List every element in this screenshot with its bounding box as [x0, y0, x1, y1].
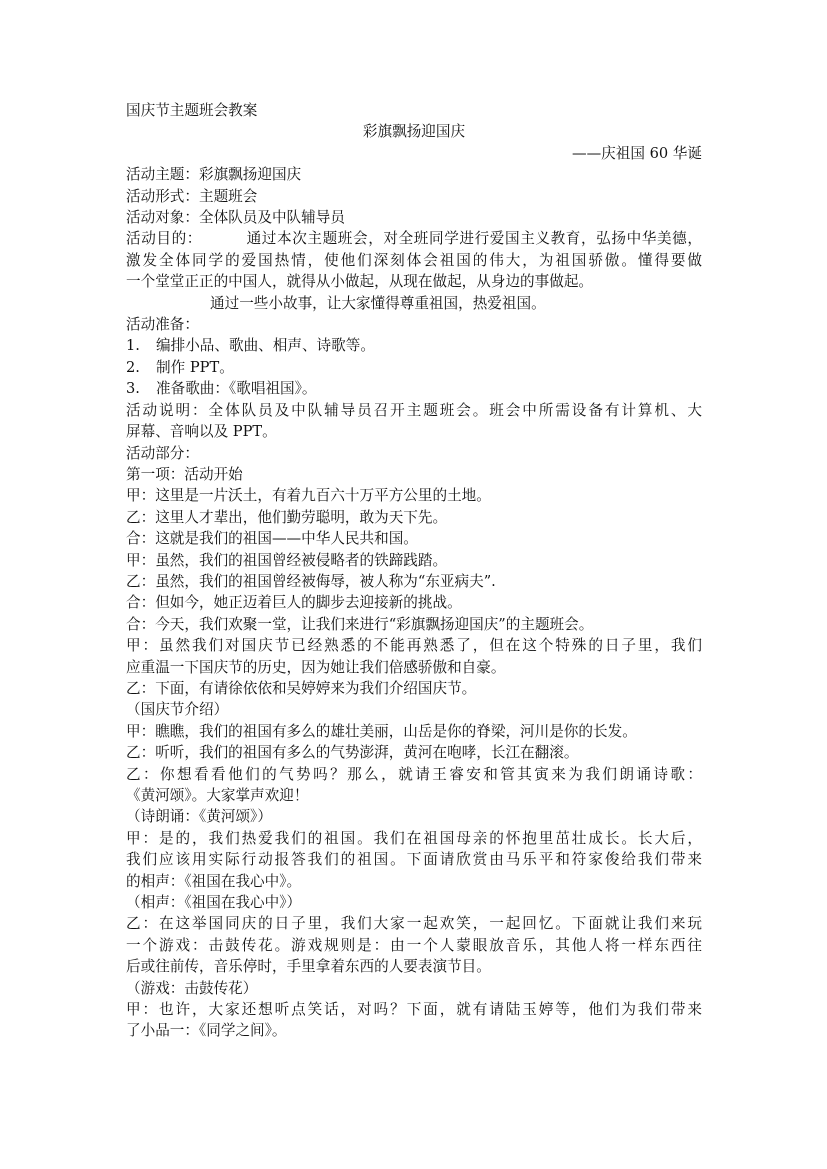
purpose-line-3: 一个堂堂正正的中国人，就得从小做起，从现在做起，从身边的事做起。	[126, 273, 594, 291]
script-line: 合：今天，我们欢聚一堂，让我们来进行“彩旗飘扬迎国庆”的主题班会。	[126, 615, 594, 633]
script-line: 应重温一下国庆节的历史，因为她让我们倍感骄傲和自豪。	[126, 658, 506, 676]
script-line: 乙：虽然，我们的祖国曾经被侮辱，被人称为“东亚病夫”.	[126, 572, 496, 590]
script-line: 乙：在这举国同庆的日子里，我们大家一起欢笑，一起回忆。下面就让我们来玩	[126, 915, 702, 933]
stage-direction: （相声：《祖国在我心中》）	[126, 894, 302, 912]
prep-item	[126, 335, 702, 356]
script-line: 合：这就是我们的祖国——中华人民共和国。	[126, 530, 418, 548]
script-line: 甲：也许，大家还想听点笑话，对吗？下面，就有请陆玉婷等，他们为我们带来	[126, 1001, 702, 1019]
purpose-line-4: 通过一些小故事，让大家懂得尊重祖国，热爱祖国。	[210, 294, 546, 312]
activity-form: 活动形式：主题班会	[126, 187, 258, 205]
script-line: 我们应该用实际行动报答我们的祖国。下面请欣赏由马乐平和符家俊给我们带来	[126, 851, 702, 869]
script-line: 后或往前传，音乐停时，手里拿着东西的人要表演节目。	[126, 958, 491, 976]
script-line: 乙：你想看看他们的气势吗？那么，就请王睿安和管其寅来为我们朗诵诗歌：	[126, 765, 702, 783]
stage-direction: （诗朗诵：《黄河颂》）	[126, 808, 272, 826]
stage-direction: （国庆节介绍）	[126, 701, 229, 719]
prep-item-num: 2.	[126, 358, 140, 376]
script-line: 了小品一：《同学之间》。	[126, 1022, 287, 1040]
document-body	[126, 100, 702, 1042]
prep-item-text: 准备歌曲：《歌唱祖国》。	[156, 380, 317, 398]
script-line: 甲：这里是一片沃土，有着九百六十万平方公里的土地。	[126, 487, 491, 505]
doc-title: 彩旗飘扬迎国庆	[362, 123, 466, 141]
script-line: 的相声：《祖国在我心中》。	[126, 872, 302, 890]
prep-item-num: 1.	[126, 337, 140, 355]
script-line: 一个游戏：击鼓传花。游戏规则是：由一个人蒙眼放音乐，其他人将一样东西往	[126, 936, 702, 954]
doc-heading: 国庆节主题班会教案	[126, 102, 258, 119]
stage-direction: （游戏：击鼓传花）	[126, 979, 258, 997]
script-line: 乙：这里人才辈出，他们勤劳聪明，敢为天下先。	[126, 508, 448, 526]
prep-item	[126, 378, 702, 399]
prep-item-num: 3.	[126, 380, 140, 398]
script-line: 乙：听听，我们的祖国有多么的气势澎湃，黄河在咆哮，长江在翻滚。	[126, 744, 579, 762]
script-line: 甲：瞧瞧，我们的祖国有多么的雄壮美丽，山岳是你的脊梁，河川是你的长发。	[126, 722, 637, 740]
script-line: 第一项：活动开始	[126, 465, 243, 483]
script-line: 甲：是的，我们热爱我们的祖国。我们在祖国母亲的怀抱里茁壮成长。长大后，	[126, 829, 702, 847]
script-line: 乙：下面，有请徐依依和吴婷婷来为我们介绍国庆节。	[126, 679, 477, 697]
script-line: 甲：虽然我们对国庆节已经熟悉的不能再熟悉了，但在这个特殊的日子里，我们	[126, 637, 702, 655]
prep-item-text: 编排小品、歌曲、相声、诗歌等。	[156, 337, 375, 355]
activity-note-line-2: 屏幕、音响以及 PPT。	[126, 423, 277, 441]
purpose-label: 活动目的：	[126, 230, 202, 248]
activity-part-label: 活动部分：	[126, 444, 199, 462]
prep-item-text: 制作 PPT。	[156, 358, 234, 376]
activity-theme: 活动主题：彩旗飘扬迎国庆	[126, 166, 302, 184]
script-line: 甲：虽然，我们的祖国曾经被侵略者的铁蹄践踏。	[126, 551, 448, 569]
activity-purpose-line	[126, 228, 702, 249]
purpose-text: 通过本次主题班会，对全班同学进行爱国主义教育，弘扬中华美德，	[246, 230, 702, 248]
prep-item	[126, 357, 702, 378]
doc-subtitle: ——庆祖国 60 华诞	[571, 144, 702, 162]
activity-note-line-1: 活动说明：全体队员及中队辅导员召开主题班会。班会中所需设备有计算机、大	[126, 401, 702, 419]
script-line: 合：但如今，她正迈着巨人的脚步去迎接新的挑战。	[126, 594, 462, 612]
script-line: 《黄河颂》。大家掌声欢迎！	[126, 787, 309, 804]
activity-audience: 活动对象：全体队员及中队辅导员	[126, 209, 345, 227]
prep-label: 活动准备：	[126, 316, 199, 334]
purpose-line-2: 激发全体同学的爱国热情，使他们深刻体会祖国的伟大，为祖国骄傲。懂得要做	[126, 251, 702, 269]
